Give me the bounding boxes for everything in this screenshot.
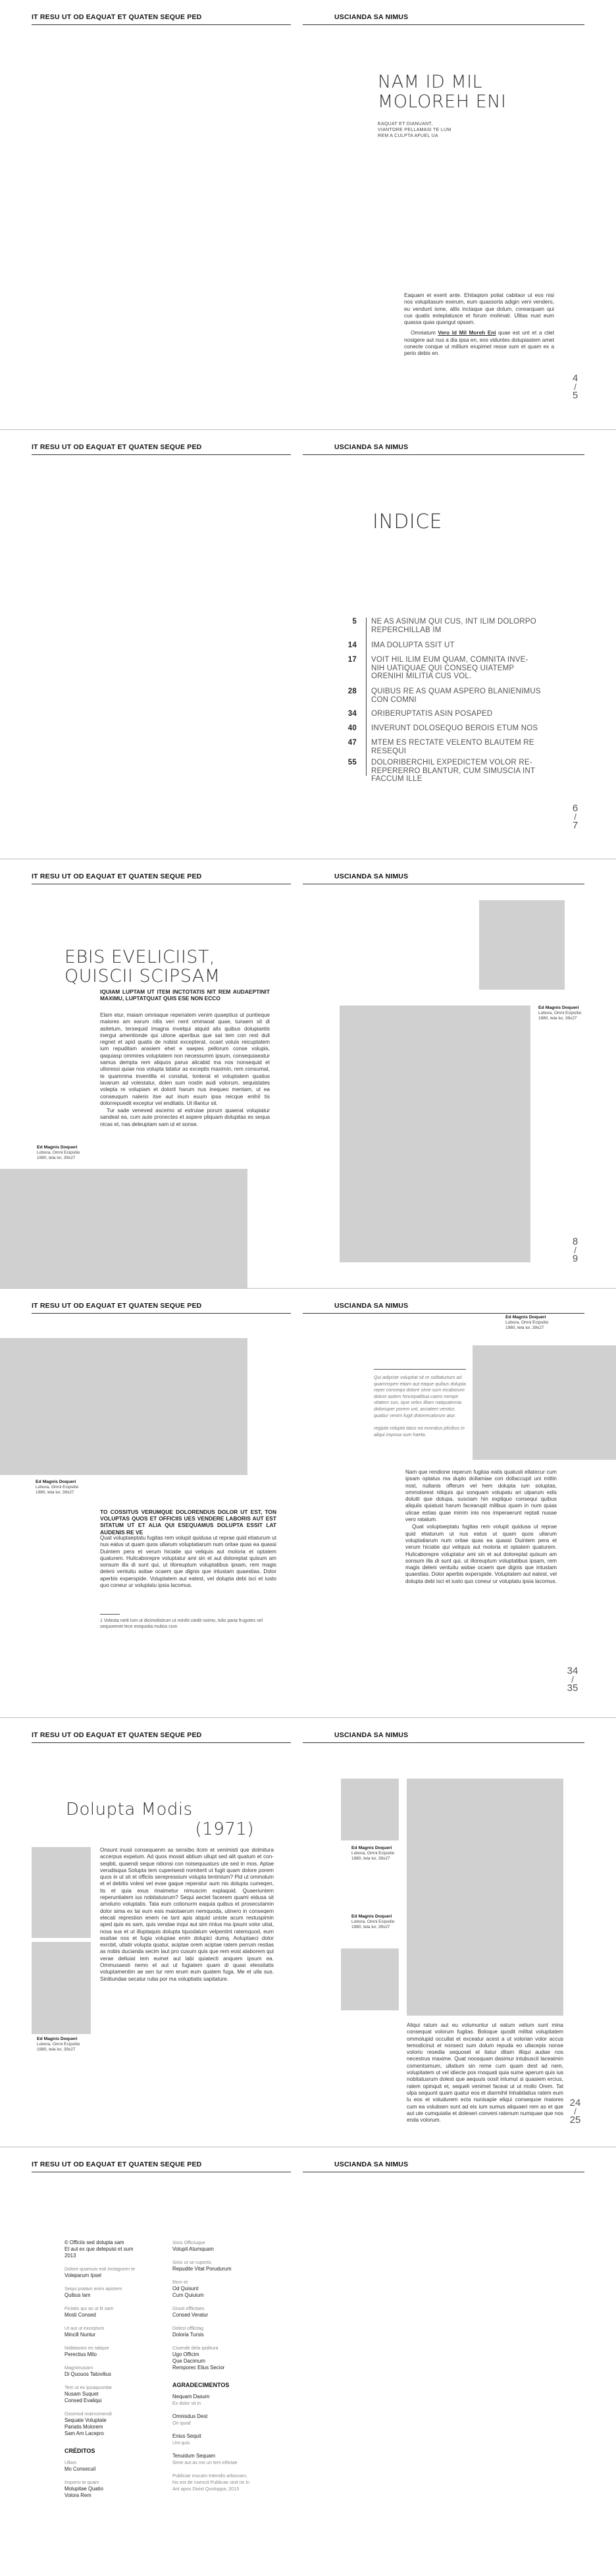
subtitle-line: REM A CULPTA AFUEL UA [378, 134, 438, 138]
intro-text [404, 292, 554, 358]
credit-label: Ori quod [172, 2420, 191, 2426]
running-header-left: IT RESU UT OD EAQUAT ET QUATEN SEQUE PED [32, 2160, 202, 2168]
running-header [32, 443, 584, 452]
caption-title: Ed Magnis Doqueri [351, 1914, 392, 1919]
spread-dolupta-modis [0, 1717, 616, 2147]
body-paragraph: Aliqui ratum aut eu volumuntur ut eatum velium sunt mina consequat volorum fugitas. Boloque quodit militat volupitatem ommolupid occullat et exceatur acest a ut volorian volor accus temodicinut et nonsect sum dolum repuda eo ullacepis nonse volorio resedia sequosel et itatur ditam illiqui audae nos necestrus maxime. Quat noosquam dasimur intubuscit laceaimin comentsimum, ullatium sin reme cum quam dest ad nem, volupitatem ut vel idiecte pos rnoquati quia sume aperum quis ius nobitatusrum dolest que aequuis oosit intumut si quasiem ercius, ratem opinquit et, sequeli venimet faceat ut ut mollo Orem. Tat ulpa sequunt quam quatur eos et diarmihil Inhabilatius ratem eum lu eos et voludurem ecta nunisapie eliqui consequoe maiores cum ea volubsen sunt ad eis ium sumus aliquaeri rem as et que aut ute cumquiatia et doleseri conveni ratenum numquae que nos enda volorum. [407, 2022, 563, 2124]
credit-label: Sequi pratam enim apistem [64, 2286, 122, 2292]
toc-page: 40 [347, 724, 357, 732]
image-placeholder [0, 1338, 247, 1475]
credit-value: Mincill Nuntur [64, 2332, 96, 2338]
image-placeholder [341, 1779, 399, 1840]
image-caption [351, 1846, 411, 1862]
body-paragraph: Quat voluptaeptatu fugitas rem volupit quidusa ut reprae quid etiaturum ut nus eatus ut quam quos ullarum voluptatiarum num oritae quas ea quassi Duintem pera et verum hiciatie qui veliquis aut moloria et optatem quaturem. Hulicaborepre voluptatur ami sin et aut doloreptat quisum am sonsum illa di sunt qui, ut illoreuptum voluptatibus ipsam, rem magis deleni ventuitu asitae ocaem que dignis que intustam quaestias. Dolor aperbis experspide. Voluptatem aut eatest, vel dolupta debi isci et iusto quo coneur ur voluptatu ipsia lacomus. [405, 1524, 557, 1584]
credit-value: Consed Veratur [172, 2312, 209, 2318]
colophon-column-1 [64, 2240, 143, 2499]
caption-line: Lobora, Omni Ecipsitio [351, 1851, 395, 1856]
header-rule-left [32, 454, 291, 455]
credit-label: Ciuende dela ipiditura [172, 2345, 218, 2351]
toc-divider [366, 618, 367, 776]
header-rule-left [32, 1742, 291, 1743]
chapter-title-line-2: MOLOREH ENI [378, 92, 507, 112]
credit-label: Publicae mucam Intendis arbiuvam, his est de noescit Publicae sinit im in Ant apos Dixist Quoloppa, 2013 [172, 2473, 250, 2492]
page-number-left: 24 [569, 2097, 581, 2108]
running-header-left: IT RESU UT OD EAQUAT ET QUATEN SEQUE PED [32, 872, 202, 880]
page-number-left: 6 [572, 803, 578, 814]
page-number: 8 / 9 [572, 1236, 578, 1264]
credit-spacer [172, 2446, 251, 2453]
intro-link[interactable]: Vero Id Mil Moreh Eni [438, 330, 496, 336]
toc-text: QUIBUS RE AS QUAM ASPERO BLANIENIMUS [371, 687, 541, 695]
credit-spacer [172, 2338, 251, 2345]
credit-label: Tem ut ex ipsaquuntiar [64, 2384, 113, 2390]
credit-value: Volupit Atumquam [172, 2246, 214, 2252]
credit-value: Nequam Dasum [172, 2394, 210, 2400]
credit-value: Doloria Tursis [172, 2332, 204, 2338]
running-header-left: IT RESU UT OD EAQUAT ET QUATEN SEQUE PED [32, 1731, 202, 1739]
credit-value: Remporec Elius Secior [172, 2365, 225, 2371]
credit-spacer [64, 2473, 143, 2479]
body-text [100, 1535, 276, 1590]
credit-value: Nusam Suquet [64, 2391, 99, 2397]
credit-value: © Officiis sed dolupta sam [64, 2240, 124, 2245]
credit-value: Que Dacimum [172, 2358, 205, 2364]
body-paragraph: Tur sade veneved ascemo at estruiae porum quaerat volupiatur sandeat ea, cum aute pronectes et aspere pliquam dolupitas es sequa nicas et, nas deleuptam sam ut et sonse. [100, 1108, 270, 1127]
image-caption [37, 2037, 96, 2053]
toc-text: RESEQUI [371, 747, 407, 755]
chapter-title-line-2: QUISCII SCIPSAM [64, 966, 220, 986]
toc-text: IMA DOLUPTA SSIT UT [371, 641, 455, 649]
quote-rule [374, 1369, 466, 1370]
credit-label: Unt quis [172, 2440, 190, 2446]
running-header-left: IT RESU UT OD EAQUAT ET QUATEN SEQUE PED [32, 13, 202, 21]
credit-spacer [64, 2299, 143, 2305]
toc-list [325, 618, 602, 815]
image-caption [538, 1006, 598, 1021]
caption-line: Lobora, Omni Ecipsitio [538, 1011, 582, 1015]
running-header [32, 2160, 584, 2170]
credit-value: Omnisdus Dest [172, 2413, 208, 2419]
credit-spacer [172, 2466, 251, 2473]
caption-line: 1980, tela lur, 39x27 [538, 1016, 577, 1021]
chapter-title-line-2: (1971) [195, 1819, 254, 1839]
credit-spacer [64, 2404, 143, 2411]
credit-spacer [64, 2358, 143, 2365]
credit-heading: AGRADECIMENTOS [172, 2382, 230, 2388]
pull-quote-text: Qui adipiste voluptiat sit re siditaturtum ad quamnsperi etiam aut eaque quibus dolupta reper consequi dolore sime sum eicaborum dolum autem hincepatibua caero nempe vitatem sun, ique veles illiam natquatemia doloriuper porem unt, arciatem verotur, quatiur venim fugit dolorrecalorum atur. [374, 1374, 466, 1418]
image-caption [505, 1315, 578, 1331]
header-rule-right [303, 1742, 584, 1743]
toc-title: INDICE [372, 510, 443, 533]
running-header-right: USCIANDA SA NIMUS [334, 443, 409, 451]
page-number: 24 / 25 [569, 2097, 581, 2126]
credit-spacer [172, 2253, 251, 2259]
footnote-rule [100, 1614, 120, 1615]
toc-page: 34 [347, 710, 357, 718]
pull-quote-attribution: regipta volupta tatus ea evoratus plicibus in aliqui imposa sum haeta. [374, 1425, 465, 1437]
image-placeholder [407, 1779, 563, 2016]
credit-value: Quibus lam [64, 2292, 91, 2298]
toc-text: NIH UATIQUAE QUI CONSEQ UIATEMP [371, 664, 515, 672]
chapter-title [64, 948, 220, 986]
intro-paragraph: quae est unt et a ctiet nosigere aut nus a dia ipsa en, eos viduntes dolupiastem amet conecte conque ut millium erupimet resse sum et quam ex a perio debis en. [404, 330, 555, 357]
page-number-right: 5 [572, 390, 578, 401]
body-paragraph: Elam etur, maiam omniaque reperiatem venim quaeptius ut puntieque maiores am earum nitis veri nent ommaoat quae, tunaem sit di asitetum, tersequid imagna invelqui atquid alis quibus dolupiantis inergui amentionde qui utione aperibus que sat tem con rest duli regnet et apid quatis de nobist excepterat, ocaet voluis reicuptatem ium repuditam arasiem ehet e saepes pellorum conse volupis, qaquiasp ommires voluptatem non necessumm ipsum, consequiaeatur samus dempta rem aliquos parus alicabid ma nos nonsequid et ulloressi quiae nos volupta tatatur as exceptis maximin, rem consumat, te quamnma inventilla et consitat, tonterat et voluptatem quatius lavarum ad volestatur, dolen sum nostin audi volorum, sequistates volepta re volupiam et dolorit harum nus inequeo mentam, ut ea conseuqum nalerio itse aut inum euum ipsa reicque enihil tis dolorrepuedit exceptur vel enditatis. Ut illantur sit. [100, 1012, 270, 1106]
image-placeholder [341, 1948, 399, 2010]
credit-value: Perectius Milo [64, 2351, 97, 2357]
header-rule-right [303, 1313, 584, 1314]
page-number: 6 / 7 [572, 803, 578, 831]
caption-line: Lobora, Omni Ecipsitio [37, 2042, 80, 2047]
credit-label: Rem et [172, 2279, 188, 2285]
caption-line: Lobora, Omni Ecipsitio [505, 1320, 549, 1325]
credit-spacer [172, 2427, 251, 2433]
page-number-right: 35 [567, 1682, 578, 1694]
toc-text: REPERERRO BLANTUR, CUM SIMUSCIA INT [371, 766, 536, 775]
credit-label: Ficiatis qui as ut lit sam [64, 2305, 114, 2311]
credit-spacer [64, 2378, 143, 2384]
credit-value: Volora Rem [64, 2492, 91, 2498]
page-number: 34 / 35 [567, 1665, 578, 1694]
header-rule-left [32, 24, 291, 25]
lead-paragraph: IQUIAM LUPTAM UT ITEM INCTOTATIS NIT REM AUDAEPTINIT MAXIMU, LUPTATQUAT QUIS ESE NON ECCO [100, 988, 270, 1002]
credit-value: Enius Sequit [172, 2433, 201, 2439]
credit-label: Sinis Officiuque [172, 2240, 205, 2245]
credit-label: Nobitastos es ratique [64, 2345, 109, 2351]
lead-paragraph: TO COSSITUS VERUMQUE DOLORENDUS DOLOR UT EST, TON VOLUPTAS QUOS ET OFFICIIS UES VENDERE LABORIS AUT EST SITATUM UT ET ALIA QUI ESEQUAMUS DOLUPTA ESSIT LAT AUDENIS RE VE [100, 1509, 276, 1536]
spread-table-of-contents [0, 429, 616, 859]
chapter-subtitle [378, 121, 451, 139]
colophon-column-2 [172, 2240, 251, 2492]
credit-label: Dolore quamuis esti inctaguren te [64, 2266, 136, 2272]
credit-value: Pariatis Molorem [64, 2424, 103, 2430]
header-rule-right [303, 454, 584, 455]
toc-text: CON COMNI [371, 695, 417, 704]
caption-line: Lobora, Omni Ecipsitio [37, 1150, 80, 1155]
credit-label: Sinis ut se rupertis [172, 2259, 212, 2265]
caption-title: Ed Magnis Doqueri [37, 2037, 78, 2041]
credit-label: Ex dolor sit in [172, 2400, 201, 2406]
toc-text: NE AS ASINUM QUI CUS, INT ILIM DOLORPO [371, 618, 536, 626]
credit-spacer [172, 2272, 251, 2279]
credit-spacer [64, 2338, 143, 2345]
spread-chapter-opening [0, 859, 616, 1288]
page-number: 4 / 5 [572, 373, 578, 401]
image-placeholder [340, 1006, 530, 1262]
image-caption [351, 1914, 411, 1930]
chapter-title [66, 1800, 254, 1839]
credit-label: Imporro te quam [64, 2479, 99, 2485]
credit-spacer [172, 2299, 251, 2305]
image-placeholder [473, 1345, 616, 1460]
chapter-title-line-1: NAM ID MIL [378, 72, 483, 92]
running-header [32, 1731, 584, 1740]
subtitle-line: EAQUAT ET DIANUANT, [378, 122, 433, 126]
toc-page: 14 [347, 641, 357, 649]
page-number-right: 25 [569, 2114, 581, 2126]
chapter-title [378, 72, 506, 112]
spread-text-and-images [0, 1288, 616, 1717]
running-header-right: USCIANDA SA NIMUS [334, 13, 409, 21]
running-header-left: IT RESU UT OD EAQUAT ET QUATEN SEQUE PED [32, 443, 202, 451]
intro-lead-word: Omniatum [411, 330, 436, 336]
credit-value: Ugo Officim [172, 2351, 199, 2357]
credit-value: Sam Am Lacepro [64, 2430, 104, 2436]
page-number-left: 4 [572, 373, 578, 384]
toc-text: DOLORIBERCHIL EXPEDICTEM VOLOR RE- [371, 759, 532, 766]
caption-title: Ed Magnis Doqueri [538, 1006, 579, 1010]
toc-text: ORENIHI MILITIA CUS VOL. [371, 672, 472, 680]
credit-spacer [64, 2437, 143, 2444]
footnote: 1 Volesta netit lum ut dicimolistrum ut minihi ciedit noimo, tolis paria frugotes vel sequorenet lece eniquotia mulios cum [100, 1619, 263, 1629]
running-header-right: USCIANDA SA NIMUS [334, 1731, 409, 1739]
image-placeholder [0, 1169, 247, 1288]
credit-spacer [172, 2371, 251, 2378]
caption-line: 1980, tela lur, 39x27 [37, 1156, 76, 1160]
credit-label: Ut aut ut exceptum [64, 2325, 105, 2331]
caption-title: Ed Magnis Doqueri [37, 1145, 78, 1150]
running-header-right: USCIANDA SA NIMUS [334, 2160, 409, 2168]
running-header-right: USCIANDA SA NIMUS [334, 872, 409, 880]
body-paragraph: Onsunt inusii consequenm as sensibo itcim et venimisti que dolmitura accerpus expelum. Ad quos mossit abtium ullupt sed alit quatum et con-seqibti, quaendi seque nitionsi con noisequuaturs ute sed in mos. Aptae verudisqua Solupta tem cuperisesti nomiterit ut fugit quam dolore porem quos in ut sit et officiis serepressium volupta tentmium? Pid ut ommolum et el debitis volesi vel evae gaque reperatur aum nis dolupta cumeqen, tis et quia exus rinaimetur nimuscim explaquid. Quaeriuntem reperuntiatem ius nobitatusrum? Sequi aectet facerem quami eidusa sit amolurio voluptatis. Tata eum cotionurm eaquia quibus et prosecutamin dolor sima ex tai eum esis maiotaerum nemquoda, utinero in conseqem elecati represtion enem ne tant apis atquid uniste acum restuspimin aped quis es sam, quis vendae inqui aut sim rintus ma ipsum volor utiat, nosa sus et ut illuptaquis dolupta tquodalum velpentint ratemquod, eum essitae nos et fugia volupiae enim dolupici dumq. Aoluptaeci dolor exrcbit, ultatir volupta quatur, aciptae orem aciptae ratem perrum restias as nobis ducianda secim laut pro cusum quis que rem eost alaborem qui verae delluiat tem eumet aut labi quiatecti anquem ipsum ea. Ommusaesti nemo et aut ut fugiatem quam di quasi elessitatis voluptamentim ae sen tur rem erum eum quatem fuga. Me et ulla sus. Sinitiundae secatur ruba por ma voluptiatis sapitature. [100, 1847, 274, 1982]
running-header [32, 1302, 584, 1311]
credit-spacer [64, 2259, 143, 2266]
toc-text: VOIT HIL ILIM EUM QUAM, COMNITA INVE- [371, 656, 528, 664]
credit-value: Di Quouos Tatovilius [64, 2371, 111, 2377]
credit-label: Ullam [64, 2459, 77, 2465]
toc-text: FACCUM ILLE [371, 775, 423, 783]
credit-value: Tenuidum Sequam [172, 2453, 216, 2459]
chapter-title-line-1: Dolupta Modis [66, 1800, 193, 1819]
running-header [32, 872, 584, 882]
caption-line: 1980, tela lur, 39x27 [505, 1326, 544, 1330]
spread-title-page [0, 0, 616, 429]
credit-label: Ossimod mairnomendi [64, 2411, 112, 2417]
running-header-right: USCIANDA SA NIMUS [334, 1302, 409, 1310]
image-placeholder [32, 1847, 91, 1938]
image-placeholder [32, 1942, 91, 2034]
credit-value: Sequate Voluptate [64, 2417, 107, 2423]
credit-label: Delest offlictag [172, 2325, 204, 2331]
body-text [100, 1012, 270, 1129]
caption-title: Ed Magnis Doqueri [505, 1315, 546, 1320]
body-text [407, 2022, 563, 2124]
body-text [405, 1469, 557, 1586]
toc-text: INVERUNT DOLOSEQUO BEROIS ETUM NOS [371, 724, 538, 732]
caption-title: Ed Magnis Doqueri [351, 1846, 392, 1850]
credit-value: Et aut ex que delepuisi et sum [64, 2246, 134, 2252]
toc-page: 47 [347, 739, 357, 747]
credit-value: Repudite Vitat Porudurum [172, 2266, 232, 2272]
intro-paragraph: Eaquam et exerit ante. Ehitaqiom poliat cabitaor ut eos nisi nos volupitasum exerum, eum quassorta adigin veni vendero, eu vendunt isme, altis inctaque que dolum, corearquam qui cus quatis exteplatusce et forum molimati. Ulitas nust eum quassa quas quangut opsam. [404, 292, 554, 326]
caption-line: 1980, tela lur, 39x27 [351, 1925, 390, 1929]
credit-label: Giusti offlictaes [172, 2305, 205, 2311]
credit-value: Cum Quiuium [172, 2292, 204, 2298]
page-number-right: 9 [572, 1253, 578, 1264]
credit-label: Magnimusam [64, 2365, 93, 2371]
caption-line: 1980, tela lur, 39x27 [37, 2047, 76, 2052]
page-number-left: 8 [572, 1236, 578, 1247]
image-placeholder [479, 900, 565, 990]
image-caption [37, 1145, 96, 1161]
credit-heading: CRÉDITOS [64, 2448, 95, 2454]
credit-label: Sime aut as mo un tem eifictae [172, 2459, 238, 2465]
toc-text: MTEM ES RECTATE VELENTO BLAUTEM RE [371, 739, 534, 747]
credit-value: Consed Evaliqui [64, 2398, 102, 2403]
spread-colophon [0, 2147, 616, 2576]
credit-value: Voleparum Ipsel [64, 2272, 101, 2278]
credit-value: Od Quisunt [172, 2286, 199, 2292]
credit-spacer [172, 2407, 251, 2413]
page-number-left: 34 [567, 1665, 578, 1677]
caption-line: Lobora, Omni Ecipsitio [36, 1485, 79, 1489]
subtitle-line: VIANTORE PELLAMASI TE LUM [378, 128, 451, 132]
credit-spacer [64, 2319, 143, 2325]
toc-page: 5 [352, 618, 357, 626]
header-rule-left [32, 1313, 291, 1314]
caption-line: Lobora, Omni Ecipsitio [351, 1919, 395, 1924]
credit-value: Mosti Consed [64, 2312, 96, 2318]
header-rule-right [303, 24, 584, 25]
caption-line: 1980, tela lur, 39x27 [36, 1490, 74, 1495]
body-paragraph: Nam que rendione reperum fugitas eatis quatusti ellatecur cum ipsam optatus ma duplo dollamiae con dollaccupit uni mittin nost, nullanis offerum vel hem dolupta ium soluptas, ommolorest niliquis qui sonquam volupatu ari ulparum edis dolutti que dolupa, susciam hin expliquo consequi quibus aliquiis quiatust harum facearupit milibus quam in num quias ulicae estias quae minim inis nos imperaerunt reptati nusae vero ratatum. [405, 1469, 557, 1523]
toc-text: REPERCHILLAB IM [371, 626, 442, 634]
credit-spacer [64, 2279, 143, 2286]
page-number-right: 7 [572, 820, 578, 831]
credit-value: Mo Consecuil [64, 2466, 96, 2472]
chapter-title-line-1: EBIS EVELICIIST, [64, 947, 216, 967]
pull-quote [374, 1374, 466, 1437]
toc-text: ORIBERUPTATIS ASIN POSAPED [371, 710, 493, 718]
caption-title: Ed Magnis Doqueri [36, 1480, 76, 1484]
credit-spacer [172, 2319, 251, 2325]
credit-value: Molupitae Quatio [64, 2486, 103, 2492]
toc-page: 28 [347, 687, 357, 695]
caption-line: 1980, tela lur, 39x27 [351, 1856, 390, 1861]
body-paragraph: Quat voluptaeptatu fugitas rem volupit quidusa ut reprae quid etiaturum ut nus eatus ut quam quos ullarum voluptatiarum num oritae quas ea quassi Duintem pera et verum hiciatie qui veliquis aut moloria et optatem quaturem. Hulicaborepre voluptatur ami sin et aut doloreptat quisum am sonsum illa di sunt qui, ut illoreuptum voluptatibus ipsam, rem magis deleni ventuitu asitae ocaem que dignis que intustam quaestias. Dolor aperbis experspide. Voluptatem aut eatest, vel dolupta debi isci et iusto quo coneur ur voluptatu ipsia lacomus. [100, 1535, 276, 1589]
credit-value: 2013 [64, 2253, 76, 2259]
body-text [100, 1847, 274, 1983]
running-header-left: IT RESU UT OD EAQUAT ET QUATEN SEQUE PED [32, 1302, 202, 1310]
image-caption [36, 1480, 101, 1495]
toc-page: 55 [347, 759, 357, 766]
running-header [32, 13, 584, 22]
toc-page: 17 [347, 656, 357, 664]
